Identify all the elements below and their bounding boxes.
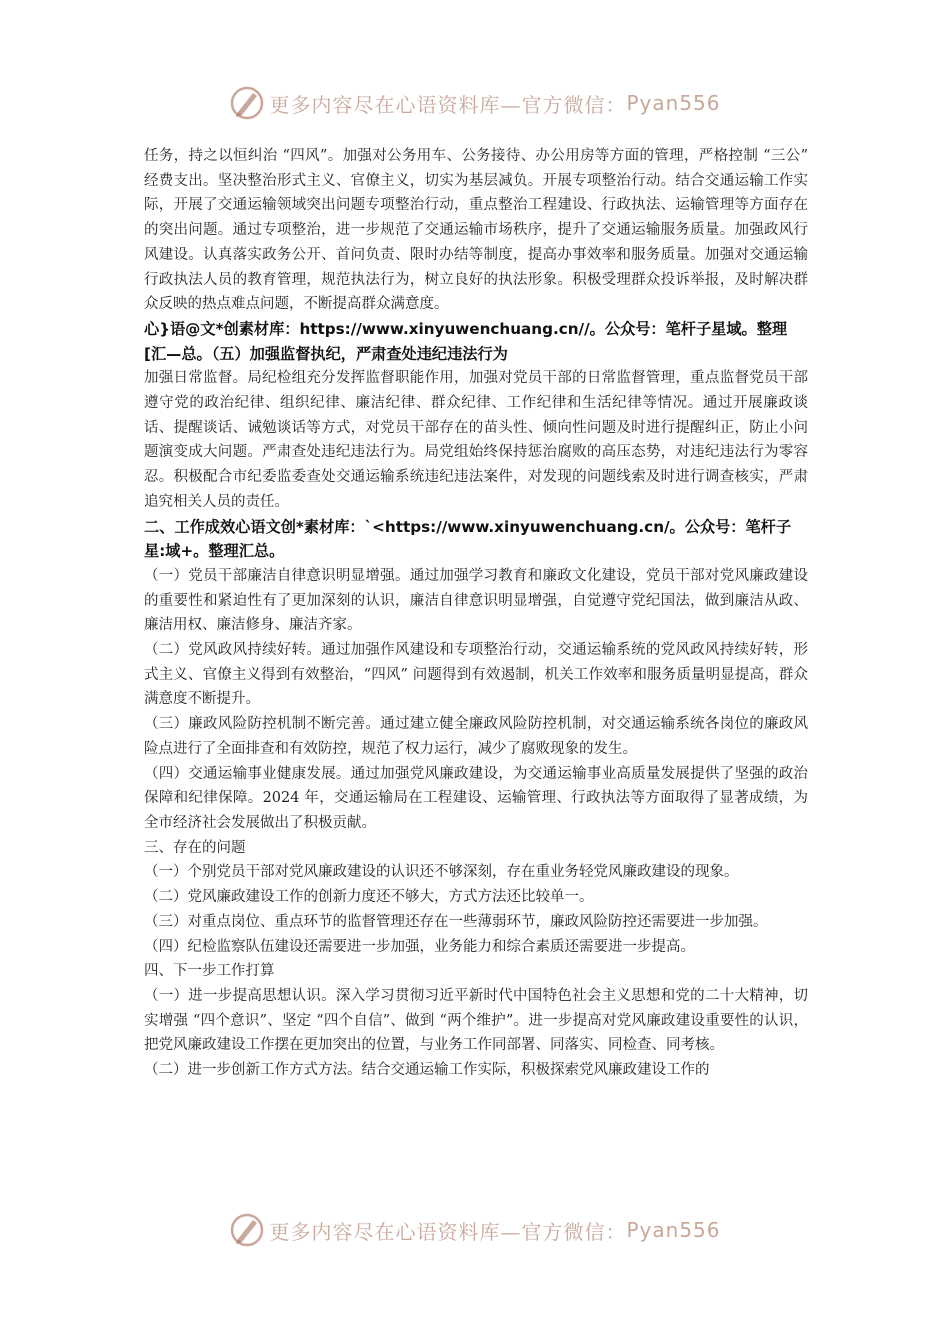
- banner-text: 更多内容尽在心语资料库—官方微信：: [269, 1219, 627, 1244]
- paragraph: （三）廉政风险防控机制不断完善。通过建立健全廉政风险防控机制，对交通运输系统各岗位的廉政风险点进行了全面排查和有效防控，规范了权力运行，减少了腐败现象的发生。: [144, 716, 808, 757]
- banner-wechat-id: Pyan556: [626, 91, 721, 115]
- document-body: [144, 144, 808, 1083]
- paragraph: （二）进一步创新工作方式方法。结合交通运输工作实际，积极探索党风廉政建设工作的: [144, 1062, 710, 1079]
- paragraph: （四）纪检监察队伍建设还需要进一步加强，业务能力和综合素质还需要进一步提高。: [144, 938, 695, 955]
- pen-circle-icon: [229, 1212, 265, 1248]
- paragraph: （三）对重点岗位、重点环节的监督管理还存在一些薄弱环节，廉政风险防控还需要进一步加强。: [144, 913, 768, 930]
- pen-circle-icon: [229, 85, 265, 121]
- paragraph: （二）党风廉政建设工作的创新力度还不够大，方式方法还比较单一。: [144, 889, 594, 906]
- bold-paragraph: 二、工作成效心语文创*素材库：`<https://www.xinyuwenchuang.cn/。公众号：笔杆子星:域+。整理汇总。: [144, 517, 792, 561]
- paragraph: （一）进一步提高思想认识。深入学习贯彻习近平新时代中国特色社会主义思想和党的二十大精神，切实增强 “四个意识”、坚定 “四个自信”、做到 “两个维护”。进一步提高对党风廉政建设重要性的认识，把党风廉政建设工作摆在更加突出的位置，与业务工作同部署、同落实、同检查、同考核。: [144, 987, 808, 1054]
- footer-banner: [0, 1210, 950, 1250]
- bold-paragraph: 心}语@文*创素材库：https://www.xinyuwenchuang.cn//。公众号：笔杆子星域。整理[汇—总。（五）加强监督执纪，严肃查处违纪违法行为: [144, 319, 788, 363]
- paragraph: 三、存在的问题: [144, 839, 246, 856]
- banner-text: 更多内容尽在心语资料库—官方微信：: [269, 92, 627, 117]
- paragraph: 四、下一步工作打算: [144, 963, 275, 980]
- header-banner: [0, 83, 950, 123]
- paragraph: （二）党风政风持续好转。通过加强作风建设和专项整治行动，交通运输系统的党风政风持续好转，形式主义、官僚主义得到有效整治，“四风” 问题得到有效遏制，机关工作效率和服务质量明显提高，群众满意度不断提升。: [144, 642, 808, 708]
- paragraph: 任务，持之以恒纠治 “四风”。加强对公务用车、公务接待、办公用房等方面的管理，严格控制 “三公” 经费支出。坚决整治形式主义、官僚主义，切实为基层减负。开展专项整治行动。结合交通运输工作实际，开展了交通运输领域突出问题专项整治行动，重点整治工程建设、行政执法、运输管理等方面存在的突出问题。通过专项整治，进一步规范了交通运输市场秩序，提升了交通运输服务质量。加强政风行风建设。认真落实政务公开、首问负责、限时办结等制度，提高办事效率和服务质量。加强对交通运输行政执法人员的教育管理，规范执法行为，树立良好的执法形象。积极受理群众投诉举报，及时解决群众反映的热点难点问题，不断提高群众满意度。: [144, 148, 808, 313]
- paragraph: （一）个别党员干部对党风廉政建设的认识还不够深刻，存在重业务轻党风廉政建设的现象。: [144, 864, 739, 881]
- banner-wechat-id: Pyan556: [626, 1218, 721, 1242]
- paragraph: （四）交通运输事业健康发展。通过加强党风廉政建设，为交通运输事业高质量发展提供了坚强的政治保障和纪律保障。2024 年，交通运输局在工程建设、运输管理、行政执法等方面取得了显著成绩，为全市经济社会发展做出了积极贡献。: [144, 765, 808, 831]
- paragraph: （一）党员干部廉洁自律意识明显增强。通过加强学习教育和廉政文化建设，党员干部对党风廉政建设的重要性和紧迫性有了更加深刻的认识，廉洁自律意识明显增强，自觉遵守党纪国法，做到廉洁从政、廉洁用权、廉洁修身、廉洁齐家。: [144, 567, 808, 634]
- paragraph: 加强日常监督。局纪检组充分发挥监督职能作用，加强对党员干部的日常监督管理，重点监督党员干部遵守党的政治纪律、组织纪律、廉洁纪律、群众纪律、工作纪律和生活纪律等情况。通过开展廉政谈话、提醒谈话、诫勉谈话等方式，对党员干部存在的苗头性、倾向性问题及时进行提醒纠正，防止小问题演变成大问题。严肃查处违纪违法行为。局党组始终保持惩治腐败的高压态势，对违纪违法行为零容忍。积极配合市纪委监委查处交通运输系统违纪违法案件，对发现的问题线索及时进行调查核实，严肃追究相关人员的责任。: [144, 370, 808, 510]
